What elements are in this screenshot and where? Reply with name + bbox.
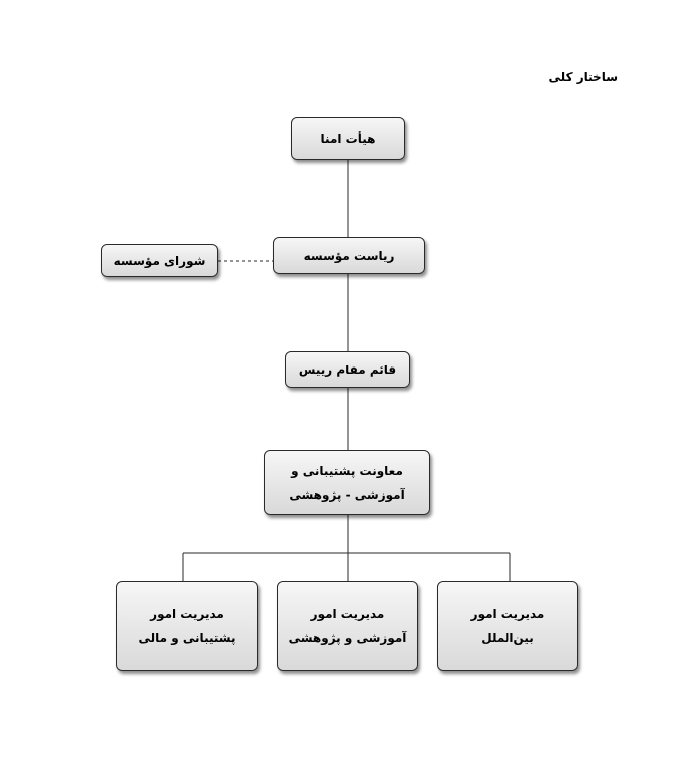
- node-board-of-trustees: [291, 117, 405, 160]
- node-education-research: [277, 581, 418, 671]
- node-label: ریاست مؤسسه: [303, 248, 395, 263]
- node-council: [101, 244, 218, 277]
- node-label-line1: مدیریت امور: [310, 607, 385, 621]
- node-label: هیأت امنا: [320, 131, 376, 146]
- node-vice-presidency: [264, 450, 430, 515]
- node-support-finance: [116, 581, 258, 671]
- node-label: قائم مقام رییس: [298, 362, 397, 377]
- node-international: [437, 581, 578, 671]
- node-label-line2: آموزشی - پژوهشی: [289, 487, 405, 502]
- page-title: ساختار کلی: [548, 70, 618, 84]
- node-label-line2: آموزشی و پژوهشی: [288, 631, 407, 645]
- node-label: شورای مؤسسه: [113, 253, 206, 268]
- node-label-line1: مدیریت امور: [150, 607, 224, 621]
- node-label-line1: مدیریت امور: [470, 607, 545, 621]
- node-deputy-head: [285, 351, 410, 388]
- node-label-line2: پشتیبانی و مالی: [138, 631, 236, 645]
- node-label-line1: معاونت پشتیبانی و: [291, 463, 403, 478]
- node-label-line2: بین‌الملل: [481, 631, 534, 645]
- node-presidency: [273, 237, 425, 274]
